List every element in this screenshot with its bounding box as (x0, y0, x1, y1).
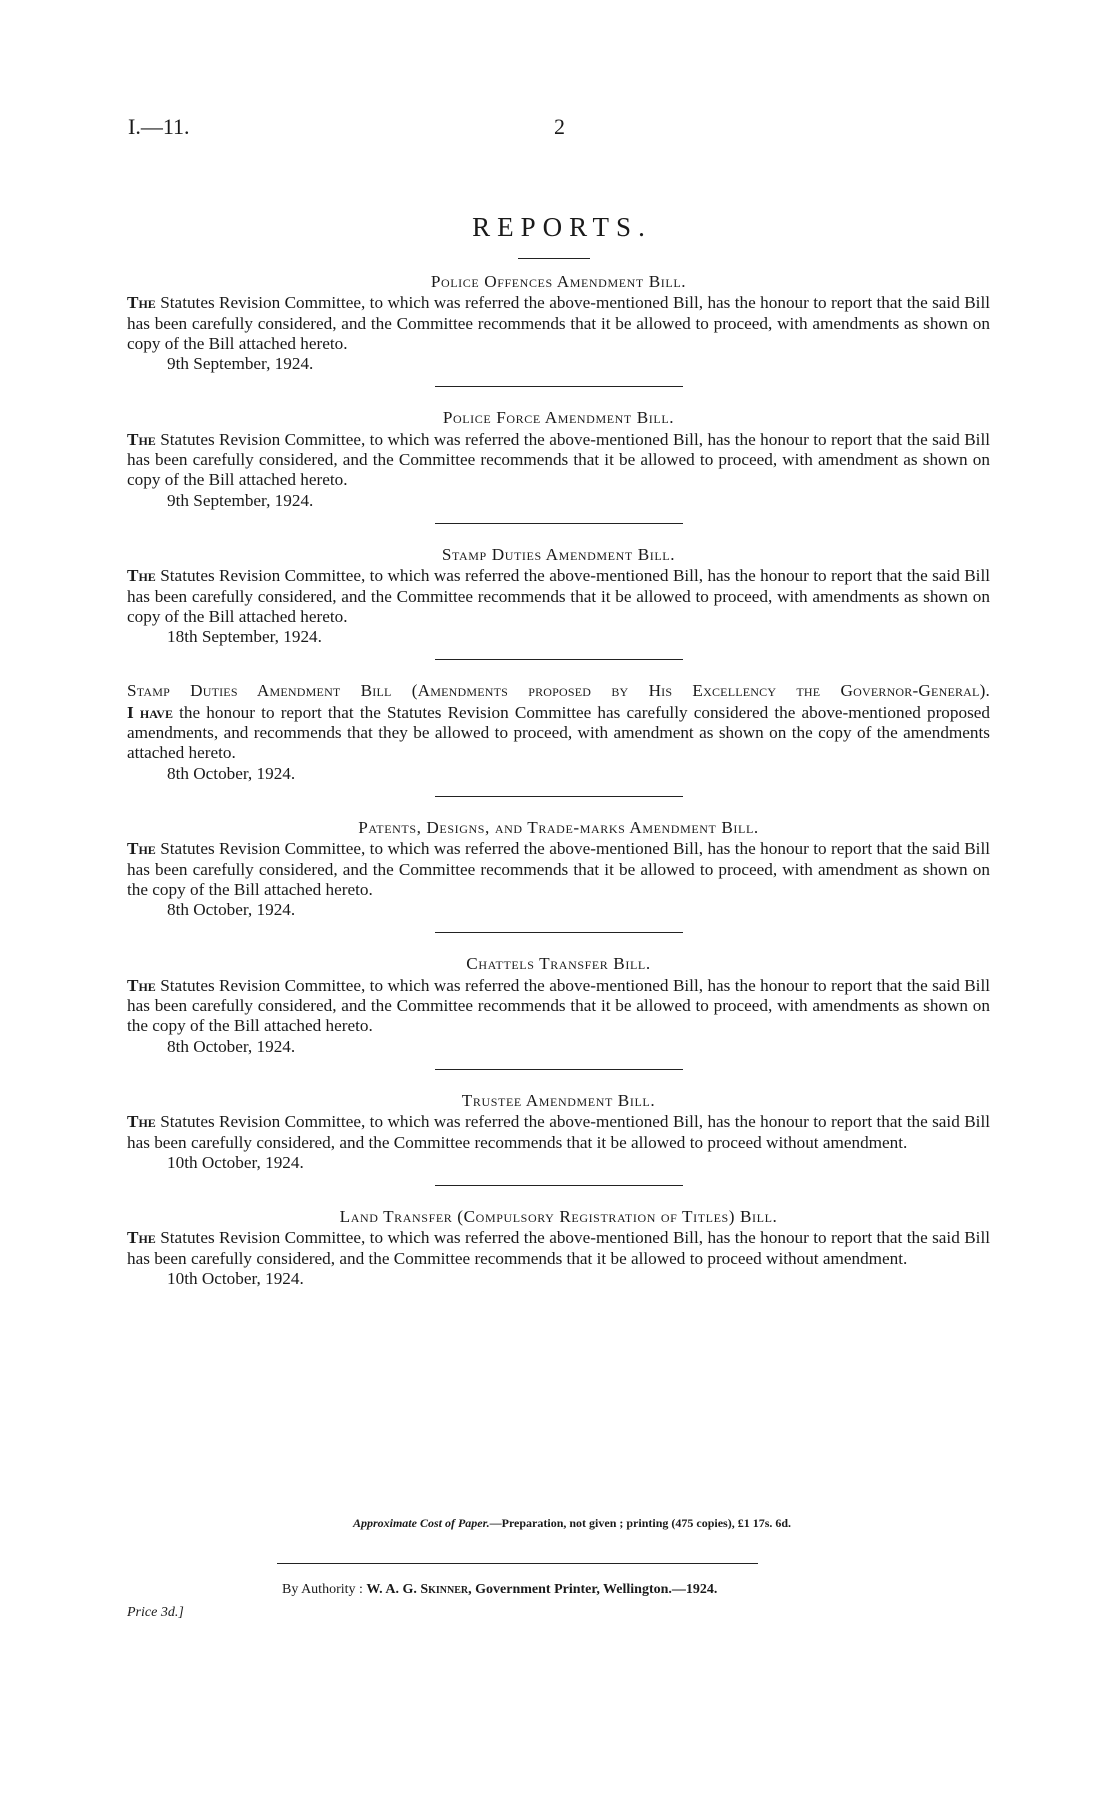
section-divider (435, 523, 683, 524)
report-date: 10th October, 1924. (167, 1268, 304, 1288)
report-lead-word: The (127, 839, 156, 859)
report-text: the honour to report that the Statutes Revision Committee has carefully considered the above-mentioned proposed amendments, and recommends that they be allowed to proceed, with amendment as shown on the copy of the amendments attached hereto. (127, 702, 990, 763)
report-heading: Stamp Duties Amendment Bill (Amendments proposed by His Excellency the Governor-General). (127, 681, 990, 701)
printer-info (366, 1582, 717, 1597)
report-text: Statutes Revision Committee, to which was referred the above-mentioned Bill, has the honour to report that the said Bill has been carefully considered, and the Committee recommends that it be allowed to proceed without amendment. (127, 1112, 990, 1152)
page-title: REPORTS. (472, 212, 652, 242)
report-heading: Trustee Amendment Bill. (461, 1090, 656, 1110)
report-lead-word: The (127, 1228, 156, 1248)
report-lead-word: The (127, 293, 156, 313)
section-divider (435, 796, 683, 797)
document-code: I.—11. (128, 114, 190, 139)
report-patents-designs (127, 818, 990, 933)
authority-prefix: By Authority : (282, 1582, 367, 1597)
report-date: 9th September, 1924. (167, 354, 314, 374)
report-stamp-duties-governor-amendments (127, 681, 990, 796)
report-body (127, 839, 990, 900)
report-lead-word: The (127, 1112, 156, 1132)
report-heading: Patents, Designs, and Trade-marks Amendment Bill. (358, 817, 759, 837)
report-text: Statutes Revision Committee, to which was referred the above-mentioned Bill, has the honour to report that the said Bill has been carefully considered, and the Committee recommends that it be allowed to proceed, with amendments as shown on copy of the Bill attached hereto. (127, 566, 990, 626)
report-date: 8th October, 1924. (167, 1036, 296, 1056)
cost-note (0, 1516, 1114, 1531)
cost-note-label: Approximate Cost of Paper. (352, 1516, 490, 1530)
report-heading: Stamp Duties Amendment Bill. (441, 544, 676, 564)
report-police-offences (127, 272, 990, 387)
price-label: Price 3d.] (127, 1605, 184, 1620)
report-text: Statutes Revision Committee, to which was referred the above-mentioned Bill, has the honour to report that the said Bill has been carefully considered, and the Committee recommends that it be allowed to proceed, with amendments as shown on copy of the Bill attached hereto. (127, 293, 990, 353)
report-body (127, 1112, 990, 1153)
title-divider (518, 258, 590, 259)
report-body (127, 976, 990, 1037)
report-heading: Police Offences Amendment Bill. (430, 272, 687, 291)
report-heading: Police Force Amendment Bill. (442, 408, 675, 428)
report-date: 9th September, 1924. (167, 490, 314, 510)
printer-details: , Government Printer, Wellington.—1924. (468, 1582, 718, 1597)
report-body (127, 566, 990, 627)
report-text: Statutes Revision Committee, to which was referred the above-mentioned Bill, has the honour to report that the said Bill has been carefully considered, and the Committee recommends that it be allowed to proceed without amendment. (127, 1228, 990, 1268)
footer-divider (277, 1563, 758, 1564)
printer-name: W. A. G. Skinner (366, 1582, 469, 1597)
printer-authority (282, 1582, 717, 1598)
report-date: 8th October, 1924. (167, 900, 296, 920)
report-body (127, 293, 990, 354)
report-lead-word: I have (127, 702, 173, 722)
section-divider (435, 1185, 683, 1186)
report-text: Statutes Revision Committee, to which was referred the above-mentioned Bill, has the honour to report that the said Bill has been carefully considered, and the Committee recommends that it be allowed to proceed, with amendment as shown on copy of the Bill attached hereto. (127, 429, 990, 490)
section-divider (435, 659, 683, 660)
report-body (127, 1228, 990, 1269)
report-chattels-transfer (127, 954, 990, 1069)
report-date: 8th October, 1924. (167, 763, 296, 783)
section-divider (435, 386, 683, 387)
page-header (128, 114, 986, 144)
report-text: Statutes Revision Committee, to which was referred the above-mentioned Bill, has the honour to report that the said Bill has been carefully considered, and the Committee recommends that it be allowed to proceed, with amendment as shown on the copy of the Bill attached hereto. (127, 839, 990, 899)
report-lead-word: The (127, 566, 156, 586)
report-lead-word: The (127, 429, 156, 449)
cost-note-text: —Preparation, not given ; printing (475 copies), £1 17s. 6d. (489, 1516, 792, 1530)
report-heading: Chattels Transfer Bill. (466, 954, 651, 974)
reports-list (127, 272, 990, 1289)
report-heading: Land Transfer (Compulsory Registration of Titles) Bill. (339, 1207, 778, 1227)
report-date: 10th October, 1924. (167, 1152, 304, 1172)
section-divider (435, 932, 683, 933)
report-lead-word: The (127, 975, 156, 995)
report-land-transfer (127, 1207, 990, 1289)
report-trustee (127, 1091, 990, 1186)
report-text: Statutes Revision Committee, to which was referred the above-mentioned Bill, has the honour to report that the said Bill has been carefully considered, and the Committee recommends that it be allowed to proceed, with amendments as shown on the copy of the Bill attached hereto. (127, 975, 990, 1036)
report-date: 18th September, 1924. (167, 627, 322, 647)
page-number: 2 (554, 114, 565, 139)
section-divider (435, 1069, 683, 1070)
report-body (127, 703, 990, 764)
report-police-force (127, 408, 990, 523)
report-stamp-duties (127, 545, 990, 660)
report-body (127, 430, 990, 491)
